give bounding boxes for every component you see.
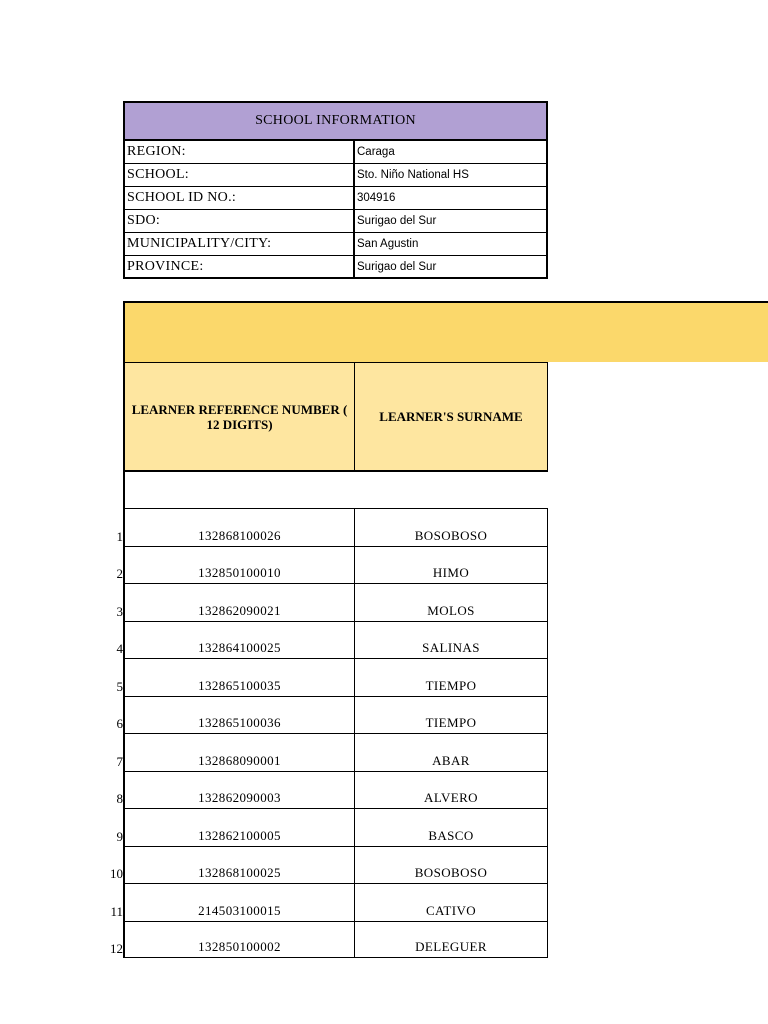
- lrn-cell[interactable]: 132864100025: [123, 621, 355, 659]
- surname-column-header: LEARNER'S SURNAME: [355, 362, 548, 472]
- table-row: [0, 696, 548, 734]
- lrn-cell[interactable]: 132862090003: [123, 771, 355, 809]
- info-row-region: [125, 141, 546, 164]
- row-number: 10: [110, 866, 123, 881]
- table-row: [0, 846, 548, 884]
- school-information-title: SCHOOL INFORMATION: [125, 103, 546, 141]
- table-row: [0, 808, 548, 846]
- row-number: 6: [116, 716, 123, 731]
- surname-cell[interactable]: DELEGUER: [355, 921, 548, 959]
- surname-cell[interactable]: MOLOS: [355, 583, 548, 621]
- lrn-cell[interactable]: 132850100002: [123, 921, 355, 959]
- row-number: 12: [110, 941, 123, 956]
- info-row-sdo: [125, 210, 546, 233]
- lrn-cell[interactable]: 132850100010: [123, 546, 355, 584]
- row-number: 8: [116, 791, 123, 806]
- surname-cell[interactable]: ABAR: [355, 733, 548, 771]
- header-band: [123, 301, 768, 362]
- info-row-school: [125, 164, 546, 187]
- table-row: [0, 546, 548, 584]
- surname-cell[interactable]: SALINAS: [355, 621, 548, 659]
- row-number: 1: [116, 528, 123, 544]
- info-label: REGION:: [125, 141, 355, 163]
- info-value[interactable]: San Agustin: [357, 238, 419, 250]
- info-label: SCHOOL ID NO.:: [125, 187, 355, 209]
- table-row: [0, 883, 548, 921]
- info-value[interactable]: 304916: [357, 192, 396, 204]
- table-row: [0, 658, 548, 696]
- lrn-cell[interactable]: 132865100035: [123, 658, 355, 696]
- lrn-cell[interactable]: 132868100025: [123, 846, 355, 884]
- learner-rows: [0, 508, 548, 958]
- info-label: SDO:: [125, 210, 355, 232]
- table-row: [0, 583, 548, 621]
- table-border-gap: [123, 472, 125, 508]
- lrn-cell[interactable]: 132868100026: [123, 508, 355, 546]
- row-number: 2: [116, 566, 123, 581]
- info-row-school-id: [125, 187, 546, 210]
- surname-cell[interactable]: ALVERO: [355, 771, 548, 809]
- table-row: [0, 621, 548, 659]
- info-value[interactable]: Caraga: [357, 146, 395, 158]
- table-row: [0, 771, 548, 809]
- lrn-cell[interactable]: 132865100036: [123, 696, 355, 734]
- table-row: [0, 921, 548, 959]
- lrn-cell[interactable]: 214503100015: [123, 883, 355, 921]
- surname-cell[interactable]: BOSOBOSO: [355, 846, 548, 884]
- lrn-cell[interactable]: 132862090021: [123, 583, 355, 621]
- row-number: 4: [116, 641, 123, 656]
- lrn-column-header: LEARNER REFERENCE NUMBER ( 12 DIGITS): [123, 362, 355, 472]
- table-row: [0, 508, 548, 546]
- info-value[interactable]: Sto. Niño National HS: [357, 169, 469, 181]
- surname-cell[interactable]: TIEMPO: [355, 658, 548, 696]
- lrn-cell[interactable]: 132862100005: [123, 808, 355, 846]
- table-row: [0, 733, 548, 771]
- row-number: 9: [116, 828, 123, 844]
- info-row-province: [125, 256, 546, 279]
- info-value[interactable]: Surigao del Sur: [357, 261, 437, 273]
- lrn-cell[interactable]: 132868090001: [123, 733, 355, 771]
- surname-cell[interactable]: BASCO: [355, 808, 548, 846]
- info-label: PROVINCE:: [125, 256, 355, 279]
- row-number: 11: [110, 903, 123, 919]
- info-value[interactable]: Surigao del Sur: [357, 215, 437, 227]
- surname-cell[interactable]: CATIVO: [355, 883, 548, 921]
- surname-cell[interactable]: HIMO: [355, 546, 548, 584]
- row-number: 3: [116, 603, 123, 619]
- school-information-table: [123, 101, 548, 279]
- row-number: 5: [116, 678, 123, 694]
- surname-cell[interactable]: BOSOBOSO: [355, 508, 548, 546]
- row-number: 7: [116, 753, 123, 769]
- info-label: MUNICIPALITY/CITY:: [125, 233, 355, 255]
- info-row-municipality: [125, 233, 546, 256]
- info-label: SCHOOL:: [125, 164, 355, 186]
- surname-cell[interactable]: TIEMPO: [355, 696, 548, 734]
